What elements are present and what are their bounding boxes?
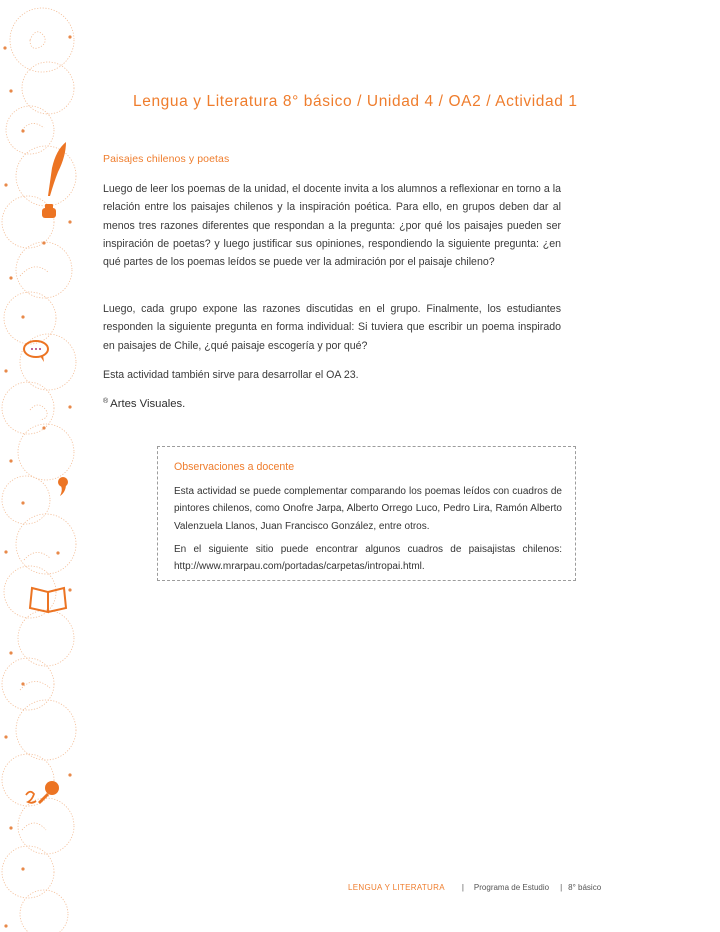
activity-paragraph-1: Luego de leer los poemas de la unidad, el docente invita a los alumnos a reflexionar en torno a la relación entre los paisajes chilenos y la inspiración poética. Para ello, en grupos deben dar al menos tres razones diferentes que respondan a la pregunta: ¿por qué los paisajes pueden ser inspiración de poetas? y luego justificar sus opiniones, respondiendo la siguiente pregunta: ¿en qué partes de los poemas leídos se puede ver la admiración por el paisaje chileno? <box>103 183 561 269</box>
footer-separator: | <box>461 883 464 892</box>
cross-reference <box>103 398 185 410</box>
cross-reference-label: Artes Visuales. <box>110 398 186 410</box>
footer-grade: 8° básico <box>568 883 602 892</box>
inkwell-icon <box>42 204 56 218</box>
teacher-notes-paragraph-1: Esta actividad se puede complementar comparando los poemas leídos con cuadros de pintores chilenos, como Onofre Jarpa, Alberto Orrego Luco, Pedro Lira, Ramón Alberto Valenzuela Llanos, Juan Francisco González, entre otros. <box>174 486 562 532</box>
teacher-notes-title: Observaciones a docente <box>174 461 295 473</box>
speech-bubble-icon <box>24 341 48 362</box>
page-title: Lengua y Literatura 8° básico / Unidad 4 / OA2 / Actividad 1 <box>133 93 578 110</box>
teacher-notes-box <box>157 446 576 581</box>
teacher-notes-paragraph-2: En el siguiente sitio puede encontrar algunos cuadros de paisajistas chilenos: http://www.mrarpau.com/portadas/carpetas/intropai.html. <box>174 544 562 573</box>
comma-icon <box>58 477 68 496</box>
footer-separator: | <box>560 883 563 892</box>
section-heading: Paisajes chilenos y poetas <box>103 153 230 165</box>
decorative-border <box>0 0 80 932</box>
microphone-icon <box>26 781 59 804</box>
footer-program: Programa de Estudio <box>473 883 550 892</box>
activity-paragraph-3: Esta actividad también sirve para desarrollar el OA 23. <box>103 369 359 381</box>
page-footer <box>348 883 601 892</box>
footer-subject: LENGUA Y LITERATURA <box>348 883 445 892</box>
quill-pen-icon <box>48 142 66 196</box>
open-book-icon <box>30 588 66 612</box>
activity-paragraph-2: Luego, cada grupo expone las razones discutidas en el grupo. Finalmente, los estudiantes responden la siguiente pregunta en forma individual: Si tuviera que escribir un poema inspirado en paisajes de Chile, ¿qué paisaje escogería y por qué? <box>103 303 561 352</box>
cross-reference-symbol: ® <box>103 398 109 405</box>
